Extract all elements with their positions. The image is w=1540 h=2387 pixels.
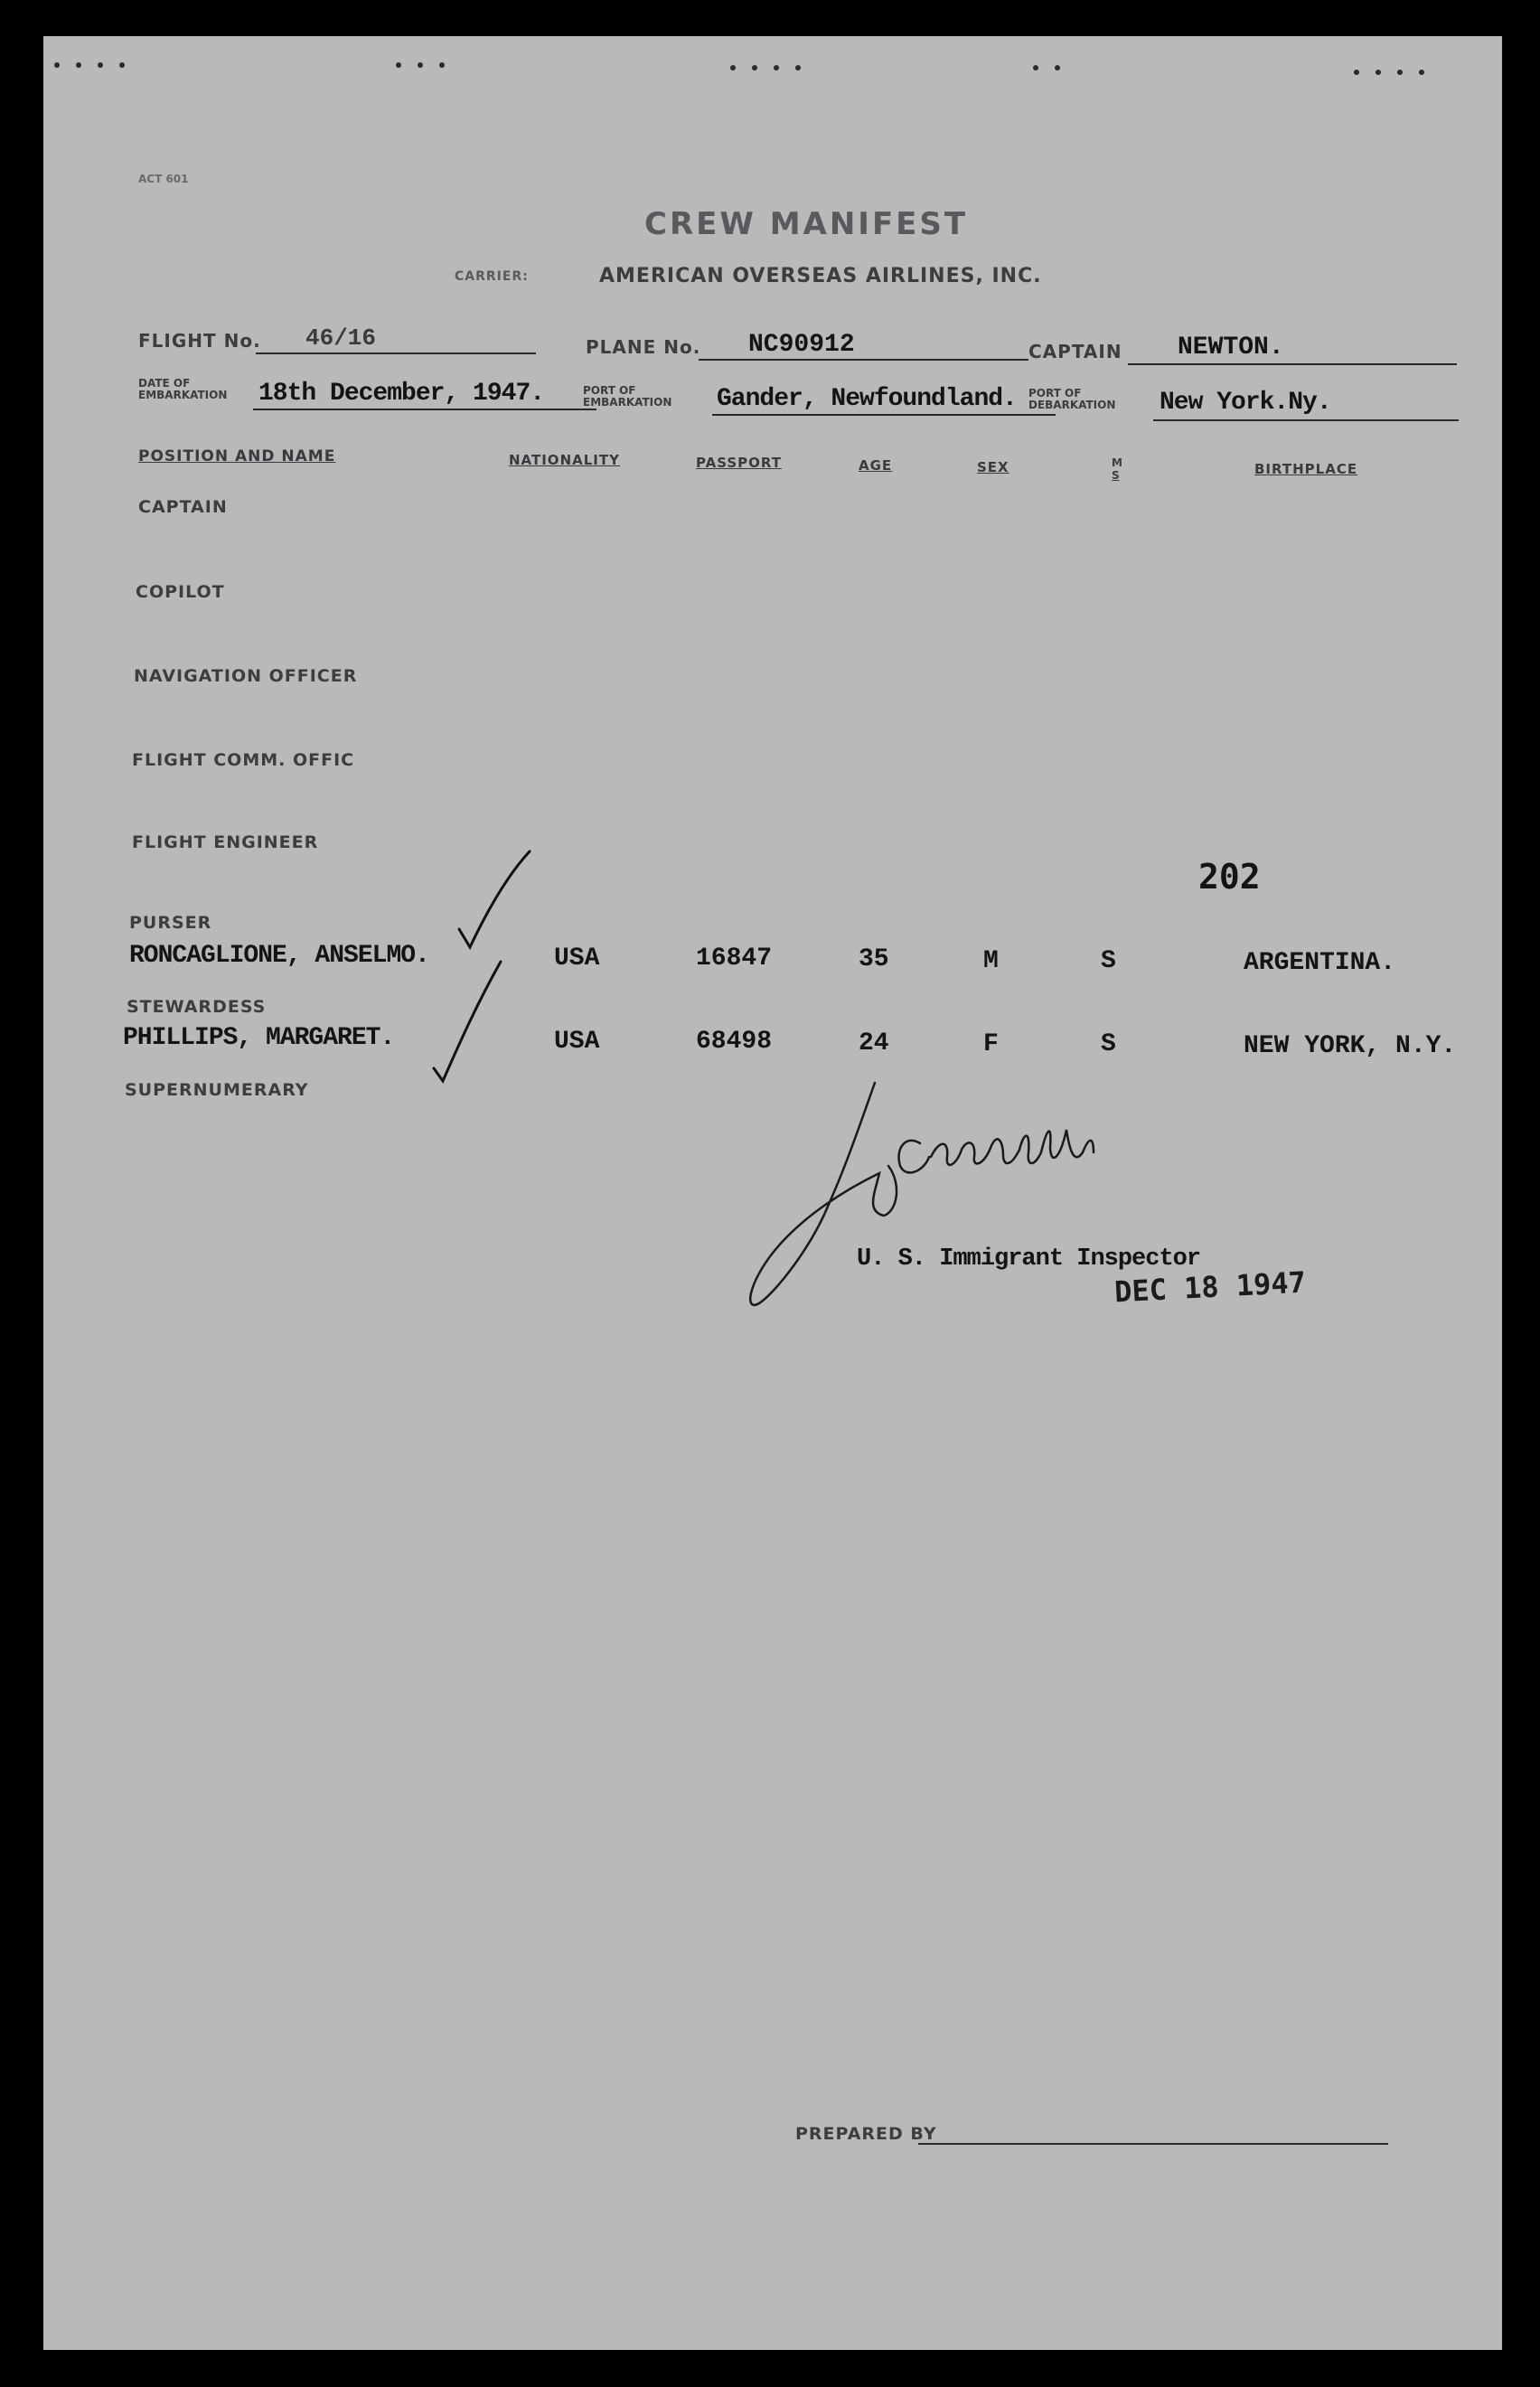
date-label-2: EMBARKATION [138,389,228,401]
col-age: AGE [859,457,893,474]
col-nationality: NATIONALITY [509,452,620,468]
port-emb-label-2: EMBARKATION [583,396,672,409]
crew-passport: 68498 [696,1028,773,1056]
col-marital-1: M [1112,456,1122,469]
punch-dots-center-right [1033,59,1076,75]
carrier-label: CARRIER: [455,269,529,284]
crew-name: PHILLIPS, MARGARET. [123,1024,395,1052]
crew-name: RONCAGLIONE, ANSELMO. [129,942,429,970]
plane-no-line [699,359,1028,361]
crew-marital: S [1101,1030,1116,1058]
prepared-by-line [918,2143,1388,2145]
port-deb-line [1153,419,1459,421]
position-stewardess: STEWARDESS [127,997,267,1017]
position-captain: CAPTAIN [138,497,228,517]
port-deb-label-1: PORT OF [1028,387,1082,399]
date-value: 18th December, 1947. [258,380,545,408]
col-passport: PASSPORT [696,455,783,471]
manifest-page [43,36,1502,2350]
flight-no-value: 46/16 [305,324,377,352]
port-deb-value: New York.Ny. [1160,389,1331,417]
port-emb-label-1: PORT OF [583,384,636,397]
position-copilot: COPILOT [136,582,225,602]
position-supernumerary: SUPERNUMERARY [125,1080,309,1100]
crew-passport: 16847 [696,944,773,973]
inspector-title: U. S. Immigrant Inspector [857,1245,1201,1273]
port-emb-line [712,414,1056,416]
captain-line [1128,363,1457,365]
position-purser: PURSER [129,913,212,933]
punch-dots-left [54,56,141,72]
crew-nationality: USA [554,1028,600,1056]
punch-dots-center [730,59,817,75]
prepared-by-label: PREPARED BY [795,2124,937,2144]
col-sex: SEX [977,459,1009,475]
date-label-1: DATE OF [138,377,191,390]
position-navigation-officer: NAVIGATION OFFICER [134,666,358,686]
date-line [253,409,596,410]
form-code: ACT 601 [138,173,189,185]
port-emb-value: Gander, Newfoundland. [717,385,1017,413]
col-position-and-name: POSITION AND NAME [138,447,336,465]
crew-birthplace: ARGENTINA. [1244,949,1396,977]
captain-label: CAPTAIN [1028,341,1122,362]
crew-sex: M [983,947,999,975]
flight-no-line [256,352,536,354]
crew-age: 24 [859,1029,889,1057]
punch-dots-right [1354,63,1441,80]
plane-no-value: NC90912 [748,331,855,359]
punch-dots-center-left [396,56,461,72]
carrier-name: AMERICAN OVERSEAS AIRLINES, INC. [599,265,1042,287]
col-birthplace: BIRTHPLACE [1254,461,1358,477]
crew-age: 35 [859,945,889,973]
document-title: CREW MANIFEST [644,206,969,242]
check-mark-icon [423,958,531,1103]
crew-nationality: USA [554,944,600,973]
position-flight-comm-officer: FLIGHT COMM. OFFIC [132,750,355,770]
flight-no-label: FLIGHT No. [138,330,261,352]
inspection-date-stamp: DEC 18 1947 [1113,1264,1307,1310]
crew-sex: F [983,1030,999,1058]
col-marital-2: S [1112,469,1120,482]
plane-no-label: PLANE No. [586,336,701,358]
page-number: 202 [1198,857,1261,897]
position-flight-engineer: FLIGHT ENGINEER [132,832,319,852]
captain-value: NEWTON. [1178,334,1284,362]
port-deb-label-2: DEBARKATION [1028,399,1116,411]
crew-birthplace: NEW YORK, N.Y. [1244,1032,1457,1060]
check-mark-icon [450,850,559,976]
crew-marital: S [1101,947,1116,975]
